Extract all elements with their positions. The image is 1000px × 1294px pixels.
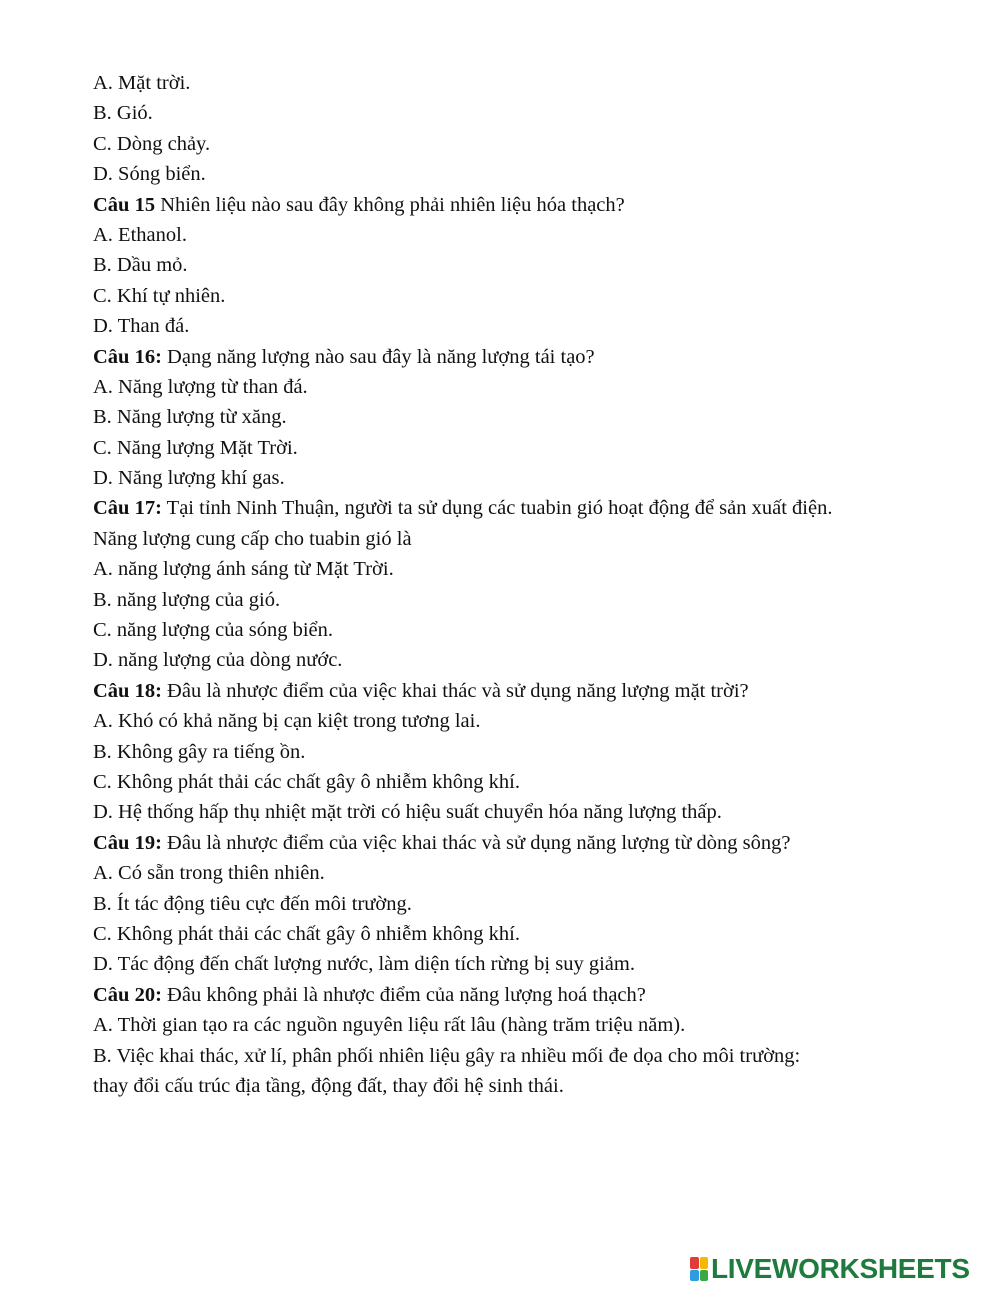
question-label: Câu 20:: [93, 983, 162, 1006]
answer-line: [93, 767, 973, 797]
answer-line: [93, 615, 973, 645]
question-label: Câu 18:: [93, 679, 162, 702]
answer-line: [93, 463, 973, 493]
line-text: B. Không gây ra tiếng ồn.: [93, 740, 306, 763]
line-text: B. Việc khai thác, xử lí, phân phối nhiên liệu gây ra nhiều mối đe dọa cho môi trường:: [93, 1044, 801, 1067]
line-text: Đâu là nhược điểm của việc khai thác và sử dụng năng lượng mặt trời?: [161, 679, 749, 702]
line-text: B. Gió.: [93, 102, 153, 125]
line-text: B. năng lượng của gió.: [93, 588, 281, 611]
line-text: D. Năng lượng khí gas.: [93, 467, 285, 490]
line-text: D. Hệ thống hấp thụ nhiệt mặt trời có hiệu suất chuyển hóa năng lượng thấp.: [93, 801, 722, 824]
answer-line: [93, 889, 973, 919]
line-text: A. năng lượng ánh sáng từ Mặt Trời.: [93, 558, 394, 581]
line-text: B. Dầu mỏ.: [93, 254, 188, 277]
question-label: Câu 15: [93, 193, 156, 216]
question-label: Câu 16:: [93, 345, 162, 368]
answer-line: [93, 311, 973, 341]
line-text: Năng lượng cung cấp cho tuabin gió là: [93, 527, 412, 550]
logo-text: LIVEWORKSHEETS: [711, 1253, 970, 1284]
line-text: D. Sóng biển.: [93, 163, 206, 186]
logo-mark-cell: [700, 1270, 709, 1282]
line-text: B. Năng lượng từ xăng.: [93, 406, 287, 429]
answer-line: [93, 68, 973, 98]
answer-line: [93, 402, 973, 432]
logo-mark-cell: [690, 1270, 699, 1282]
question-line: [93, 828, 973, 858]
answer-line: [93, 585, 973, 615]
answer-line: [93, 1010, 973, 1040]
answer-line: [93, 250, 973, 280]
line-text: Tại tỉnh Ninh Thuận, người ta sử dụng các tuabin gió hoạt động để sản xuất điện.: [161, 497, 833, 520]
liveworksheets-logo-icon: [690, 1257, 708, 1281]
line-text: Dạng năng lượng nào sau đây là năng lượng tái tạo?: [161, 345, 595, 368]
line-text: C. Năng lượng Mặt Trời.: [93, 436, 298, 459]
line-text: C. Khí tự nhiên.: [93, 284, 226, 307]
line-text: C. Không phát thải các chất gây ô nhiễm không khí.: [93, 770, 520, 793]
line-text: B. Ít tác động tiêu cực đến môi trường.: [93, 892, 412, 915]
line-text: A. Thời gian tạo ra các nguồn nguyên liệu rất lâu (hàng trăm triệu năm).: [93, 1014, 686, 1037]
question-line: [93, 980, 973, 1010]
question-line: [93, 676, 973, 706]
answer-line: [93, 433, 973, 463]
question-line: [93, 190, 973, 220]
answer-line: [93, 645, 973, 675]
line-text: Nhiên liệu nào sau đây không phải nhiên liệu hóa thạch?: [155, 193, 625, 216]
answer-line: [93, 737, 973, 767]
question-line: [93, 493, 973, 523]
line-text: D. năng lượng của dòng nước.: [93, 649, 343, 672]
answer-line: [93, 1071, 973, 1101]
worksheet-content: [93, 68, 973, 1101]
answer-line: [93, 858, 973, 888]
line-text: A. Năng lượng từ than đá.: [93, 375, 308, 398]
liveworksheets-logo: [690, 1253, 970, 1285]
line-text: Đâu không phải là nhược điểm của năng lượng hoá thạch?: [161, 983, 646, 1006]
line-text: D. Tác động đến chất lượng nước, làm diện tích rừng bị suy giảm.: [93, 953, 635, 976]
line-text: C. Không phát thải các chất gây ô nhiễm không khí.: [93, 922, 520, 945]
answer-line: [93, 98, 973, 128]
answer-line: [93, 554, 973, 584]
question-line: [93, 342, 973, 372]
line-text: C. Dòng chảy.: [93, 132, 211, 155]
answer-line: [93, 372, 973, 402]
line-text: A. Khó có khả năng bị cạn kiệt trong tương lai.: [93, 710, 481, 733]
question-label: Câu 19:: [93, 831, 162, 854]
line-text: D. Than đá.: [93, 315, 190, 338]
logo-mark-cell: [690, 1257, 699, 1269]
answer-line: [93, 524, 973, 554]
line-text: A. Mặt trời.: [93, 72, 191, 94]
answer-line: [93, 1041, 973, 1071]
answer-line: [93, 129, 973, 159]
line-text: A. Ethanol.: [93, 223, 187, 246]
answer-line: [93, 797, 973, 827]
line-text: Đâu là nhược điểm của việc khai thác và sử dụng năng lượng từ dòng sông?: [161, 831, 791, 854]
line-text: thay đổi cấu trúc địa tầng, động đất, thay đổi hệ sinh thái.: [93, 1074, 564, 1097]
question-label: Câu 17:: [93, 497, 162, 520]
logo-mark-cell: [700, 1257, 709, 1269]
line-text: A. Có sẵn trong thiên nhiên.: [93, 862, 325, 885]
answer-line: [93, 706, 973, 736]
line-text: C. năng lượng của sóng biển.: [93, 619, 334, 642]
answer-line: [93, 281, 973, 311]
answer-line: [93, 159, 973, 189]
answer-line: [93, 949, 973, 979]
answer-line: [93, 220, 973, 250]
answer-line: [93, 919, 973, 949]
